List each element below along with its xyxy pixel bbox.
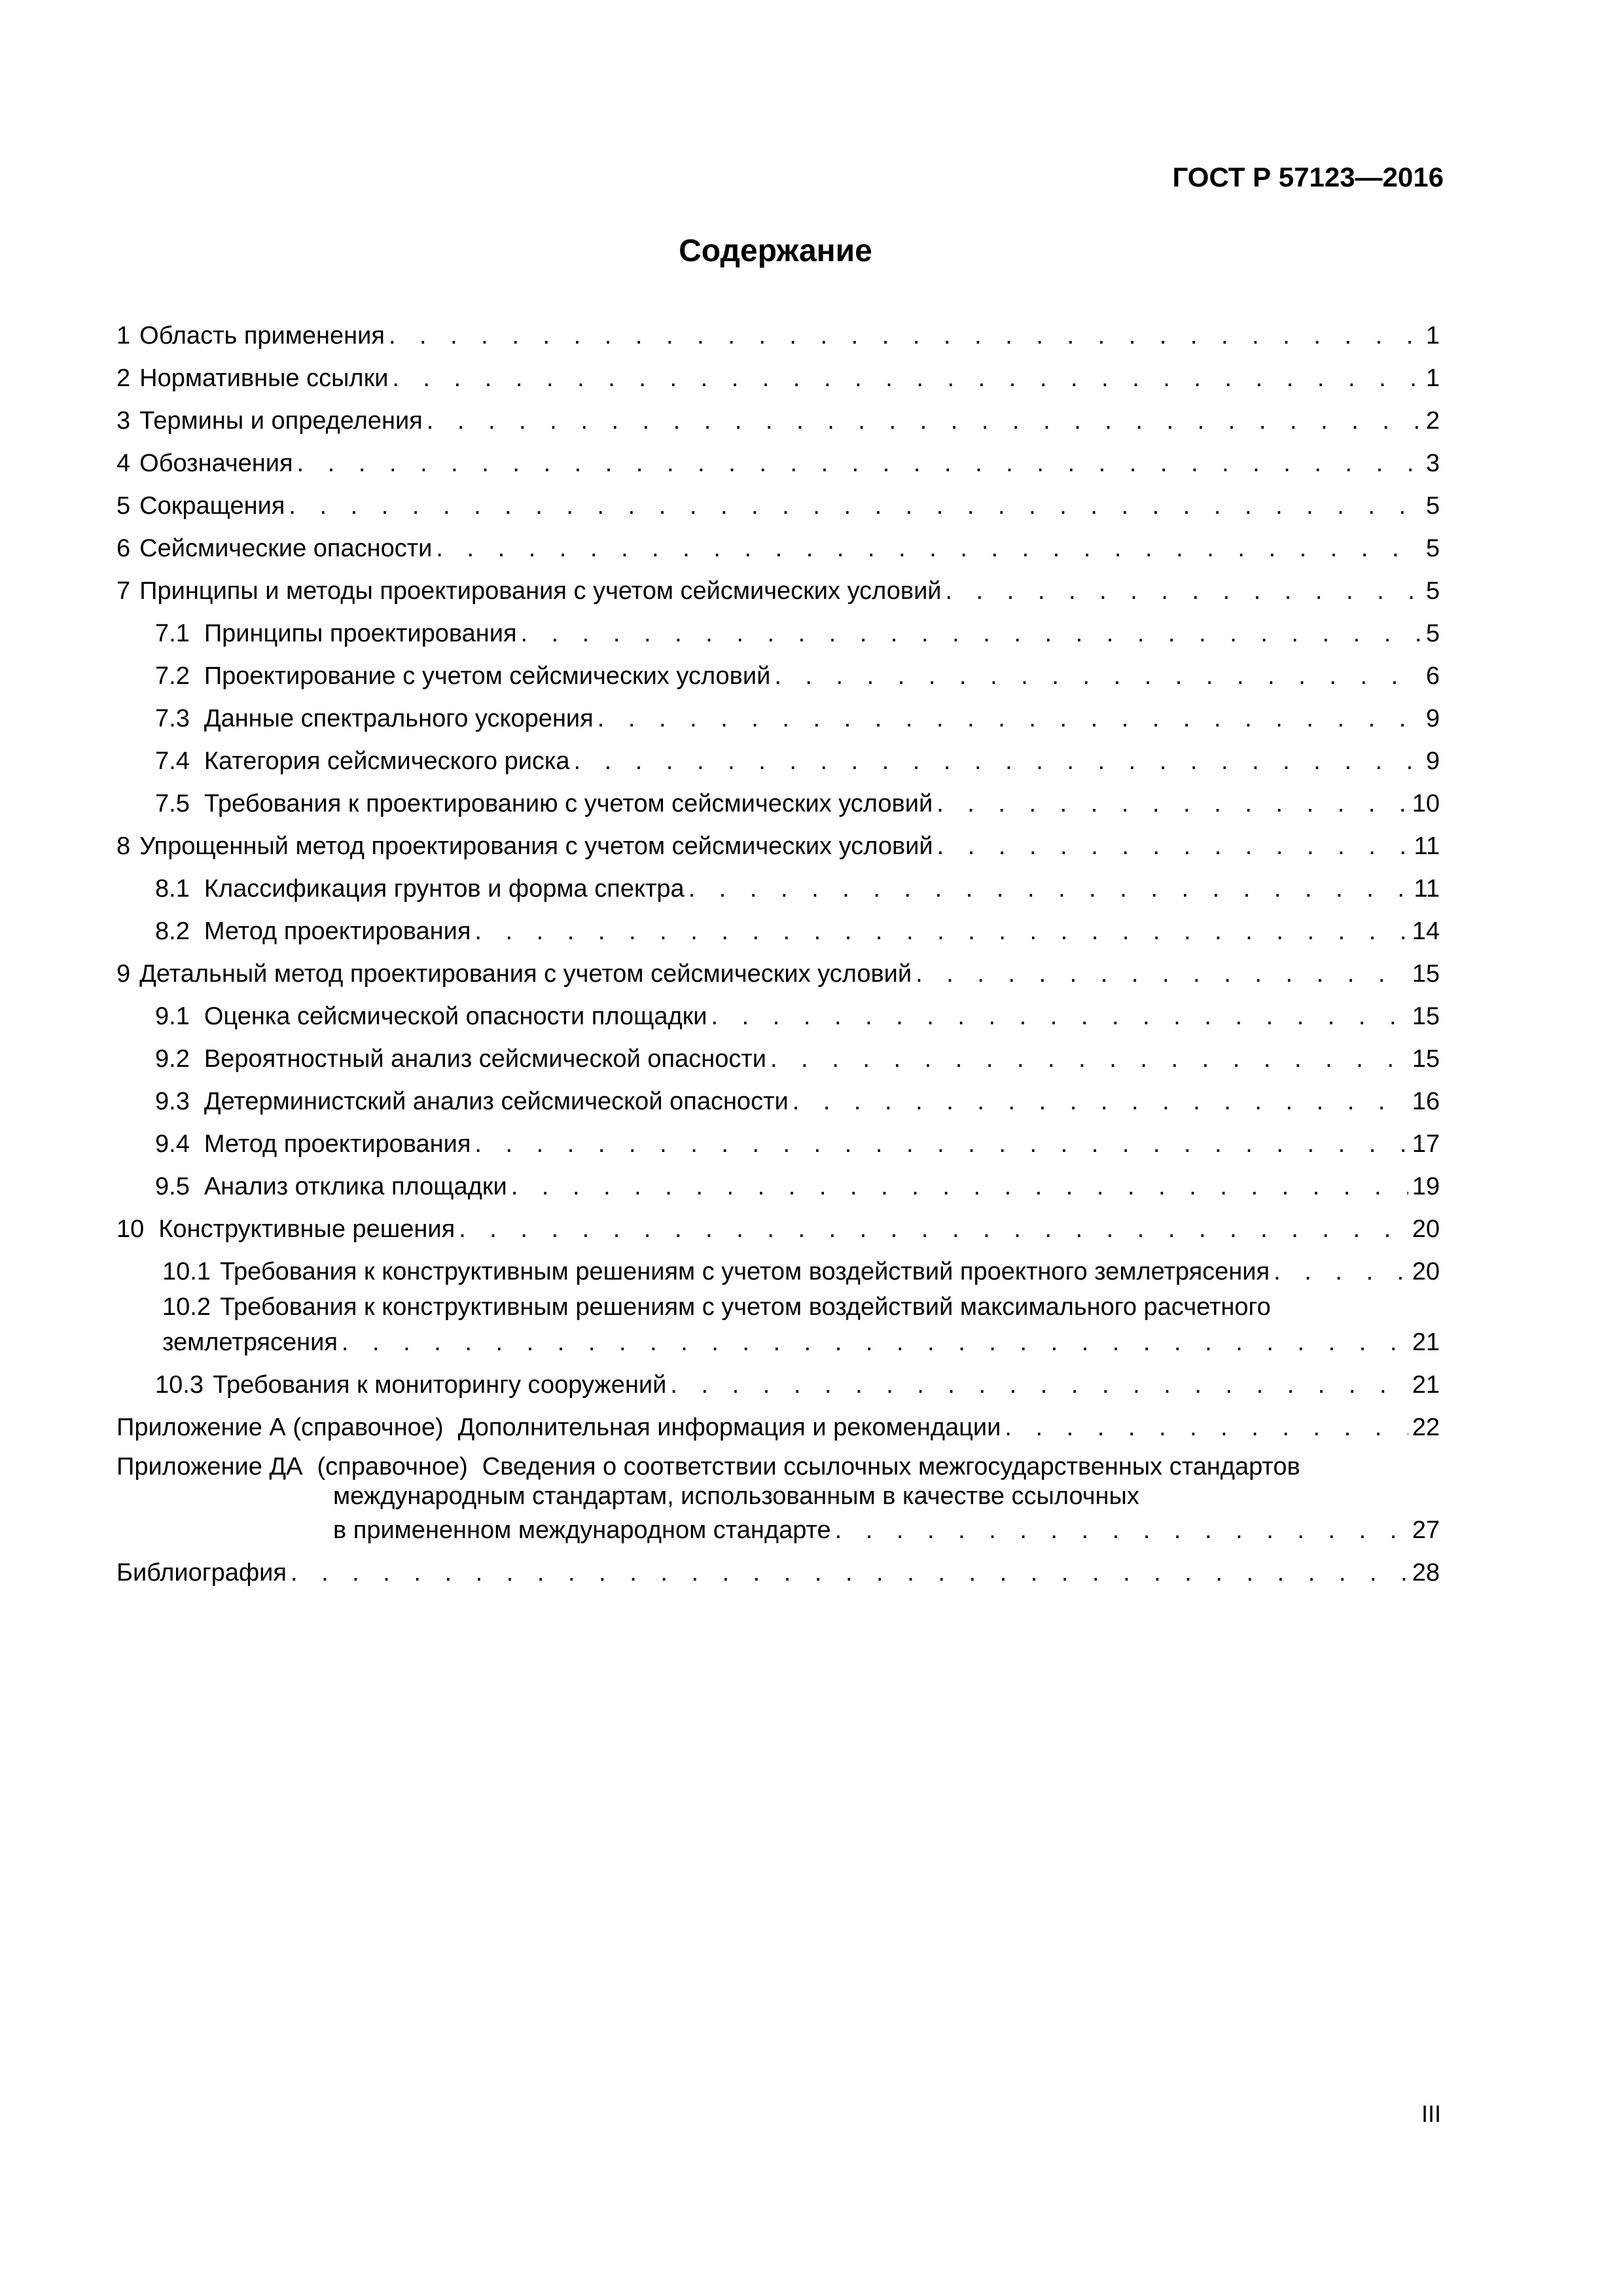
dot-leader [774,662,1422,691]
toc-entry-page: 16 [1412,1088,1440,1115]
toc-entry-page: 28 [1412,1559,1440,1587]
toc-entry-6[interactable] [116,524,1440,567]
toc-entry-bibliography[interactable] [116,1549,1440,1591]
dot-leader [511,1172,1408,1201]
toc-entry-number: 7.3 [155,705,190,732]
toc-entry-page: 21 [1412,1329,1440,1356]
toc-entry-4[interactable] [116,439,1440,482]
toc-entry-9-2[interactable] [116,1035,1440,1077]
toc-entry-number: 7.1 [155,620,190,647]
toc-entry-title-line-2: землетрясения [162,1329,338,1356]
dot-leader [436,534,1421,563]
toc-entry-10-3[interactable] [116,1361,1440,1403]
toc-entry-title: Обозначения [139,450,293,477]
toc-entry-9-5[interactable] [116,1162,1440,1205]
toc-entry-page: 27 [1412,1516,1440,1544]
toc-entry-10-2[interactable] [116,1290,1440,1361]
toc-entry-title: Категория сейсмического риска [204,747,570,775]
toc-entry-9-4[interactable] [116,1120,1440,1162]
toc-entry-number: 1 [116,322,131,350]
toc-entry-page: 11 [1414,875,1440,903]
dot-leader [770,1045,1408,1073]
toc-entry-page: 5 [1425,620,1440,647]
toc-entry-page: 20 [1412,1215,1440,1243]
toc-entry-title-line-1: Сведения о соответствии ссылочных межгосударственных стандартов [482,1453,1300,1480]
toc-entry-7-4[interactable] [116,737,1440,780]
toc-entry-title: Метод проектирования [204,1130,471,1158]
toc-entry-5[interactable] [116,482,1440,524]
toc-entry-title: Библиография [116,1559,287,1587]
toc-entry-title: Дополнительная информация и рекомендации [457,1414,1001,1441]
toc-entry-label: Приложение ДА [116,1453,303,1480]
toc-entry-label: Приложение А (справочное) [116,1414,444,1441]
dot-leader [392,364,1421,393]
toc-entry-number: 9 [116,960,131,988]
dot-leader [937,832,1410,861]
toc-entry-7-3[interactable] [116,694,1440,737]
toc-entry-page: 19 [1412,1173,1440,1200]
toc-entry-number: 8 [116,833,131,860]
toc-entry-page: 6 [1425,662,1440,690]
toc-entry-page: 5 [1425,577,1440,605]
dot-leader [459,1215,1408,1244]
dot-leader [389,321,1422,350]
dot-leader [574,747,1422,776]
toc-entry-title: Детерминистский анализ сейсмической опасности [204,1088,789,1115]
toc-entry-number: 8.2 [155,918,190,945]
dot-leader [946,577,1422,605]
toc-entry-number: 9.2 [155,1045,190,1073]
toc-entry-page: 15 [1412,1045,1440,1073]
toc-entry-10[interactable] [116,1205,1440,1247]
toc-entry-page: 1 [1425,365,1440,392]
toc-entry-title: Данные спектрального ускорения [204,705,594,732]
toc-entry-page: 17 [1412,1130,1440,1158]
toc-entry-7-5[interactable] [116,780,1440,822]
standard-code: ГОСТ Р 57123—2016 [1172,162,1444,192]
toc-entry-title: Анализ отклика площадки [204,1173,507,1200]
toc-entry-number: 7.4 [155,747,190,775]
toc-entry-8-2[interactable] [116,907,1440,950]
toc-entry-page: 11 [1414,833,1440,860]
toc-entry-page: 10 [1412,790,1440,817]
toc-entry-number: 8.1 [155,875,190,903]
dot-leader [297,449,1422,478]
toc-entry-number: 9.3 [155,1088,190,1115]
dot-leader [474,917,1408,946]
toc-entry-8[interactable] [116,822,1440,865]
toc-entry-title-line-2: международным стандартам, использованным в качестве ссылочных [333,1482,1139,1510]
toc-entry-7-2[interactable] [116,652,1440,694]
toc-entry-title: Вероятностный анализ сейсмической опасности [204,1045,767,1073]
toc-entry-title: Требования к мониторингу сооружений [212,1371,667,1399]
toc-entry-title-line-1: Требования к конструктивным решениям с учетом воздействий максимального расчетного [219,1293,1271,1321]
toc-entry-3[interactable] [116,397,1440,439]
dot-leader [793,1087,1408,1116]
toc-entry-number: 4 [116,450,131,477]
dot-leader [342,1328,1408,1357]
toc-entry-title-line-3: в примененном международном стандарте [333,1516,831,1544]
toc-entry-number: 7.5 [155,790,190,817]
toc-entry-title: Сокращения [139,492,285,520]
dot-leader [916,960,1408,988]
toc-entry-7-1[interactable] [116,609,1440,652]
toc-entry-number: 10.3 [155,1371,204,1399]
toc-entry-page: 21 [1412,1371,1440,1399]
toc-entry-2[interactable] [116,354,1440,397]
toc-entry-9[interactable] [116,950,1440,992]
toc-entry-title: Принципы проектирования [204,620,517,647]
toc-entry-1[interactable] [116,312,1440,354]
toc-entry-page: 20 [1412,1258,1440,1285]
toc-entry-8-1[interactable] [116,865,1440,907]
toc-entry-title: Детальный метод проектирования с учетом сейсмических условий [139,960,912,988]
toc-entry-title: Требования к проектированию с учетом сейсмических условий [204,790,933,817]
toc-entry-9-3[interactable] [116,1077,1440,1120]
toc-entry-page: 3 [1425,450,1440,477]
toc-entry-page: 15 [1412,960,1440,988]
toc-entry-number: 9.1 [155,1003,190,1030]
page-title: Содержание [679,234,872,268]
toc-entry-title: Проектирование с учетом сейсмических условий [204,662,771,690]
toc-entry-page: 2 [1425,407,1440,435]
toc-entry-page: 5 [1425,535,1440,562]
toc-entry-title: Принципы и методы проектирования с учетом сейсмических условий [139,577,942,605]
toc-entry-title: Метод проектирования [204,918,471,945]
dot-leader [1274,1257,1408,1286]
dot-leader [688,874,1410,903]
toc-entry-title: Классификация грунтов и форма спектра [204,875,685,903]
toc-entry-7[interactable] [116,567,1440,609]
toc-entry-page: 9 [1425,705,1440,732]
toc-entry-title: Оценка сейсмической опасности площадки [204,1003,707,1030]
dot-leader [427,406,1422,435]
dot-leader [835,1516,1408,1545]
toc-entry-number: 10 [116,1215,145,1243]
toc-entry-number: 7.2 [155,662,190,690]
toc-entry-number: 5 [116,492,131,520]
dot-leader [289,492,1421,520]
dot-leader [474,1130,1408,1158]
toc-entry-number: 3 [116,407,131,435]
toc-entry-appendix-da[interactable] [116,1446,1440,1549]
dot-leader [670,1371,1408,1399]
toc-entry-page: 15 [1412,1003,1440,1030]
toc-entry-10-1[interactable] [116,1247,1440,1290]
toc-entry-page: 5 [1425,492,1440,520]
toc-entry-number: 9.5 [155,1173,190,1200]
page-number: III [1421,2100,1441,2127]
toc-entry-title: Область применения [139,322,385,350]
toc-entry-number: 7 [116,577,131,605]
dot-leader [711,1002,1408,1031]
toc-entry-title: Термины и определения [139,407,423,435]
toc-entry-number: 6 [116,535,131,562]
toc-entry-page: 1 [1425,322,1440,350]
toc-entry-title: Сейсмические опасности [139,535,433,562]
toc-entry-title: Требования к конструктивным решениям с учетом воздействий проектного землетрясения [219,1258,1270,1285]
toc-entry-title: Упрощенный метод проектирования с учетом сейсмических условий [139,833,933,860]
dot-leader [936,789,1408,818]
toc-entry-number: 2 [116,365,131,392]
toc-entry-appendix-a[interactable] [116,1403,1440,1446]
dot-leader [521,619,1422,648]
toc-entry-9-1[interactable] [116,992,1440,1035]
toc-entry-number: 10.2 [162,1293,211,1321]
toc-entry-kind: (справочное) [317,1453,468,1480]
toc-entry-title: Конструктивные решения [158,1215,455,1243]
toc-entry-number: 10.1 [162,1258,211,1285]
table-of-contents [116,312,1440,1591]
toc-entry-page: 22 [1412,1414,1440,1441]
dot-leader [597,704,1422,733]
dot-leader [1005,1413,1408,1442]
toc-entry-page: 9 [1425,747,1440,775]
dot-leader [291,1558,1408,1587]
toc-entry-title: Нормативные ссылки [139,365,389,392]
toc-entry-page: 14 [1412,918,1440,945]
toc-entry-number: 9.4 [155,1130,190,1158]
